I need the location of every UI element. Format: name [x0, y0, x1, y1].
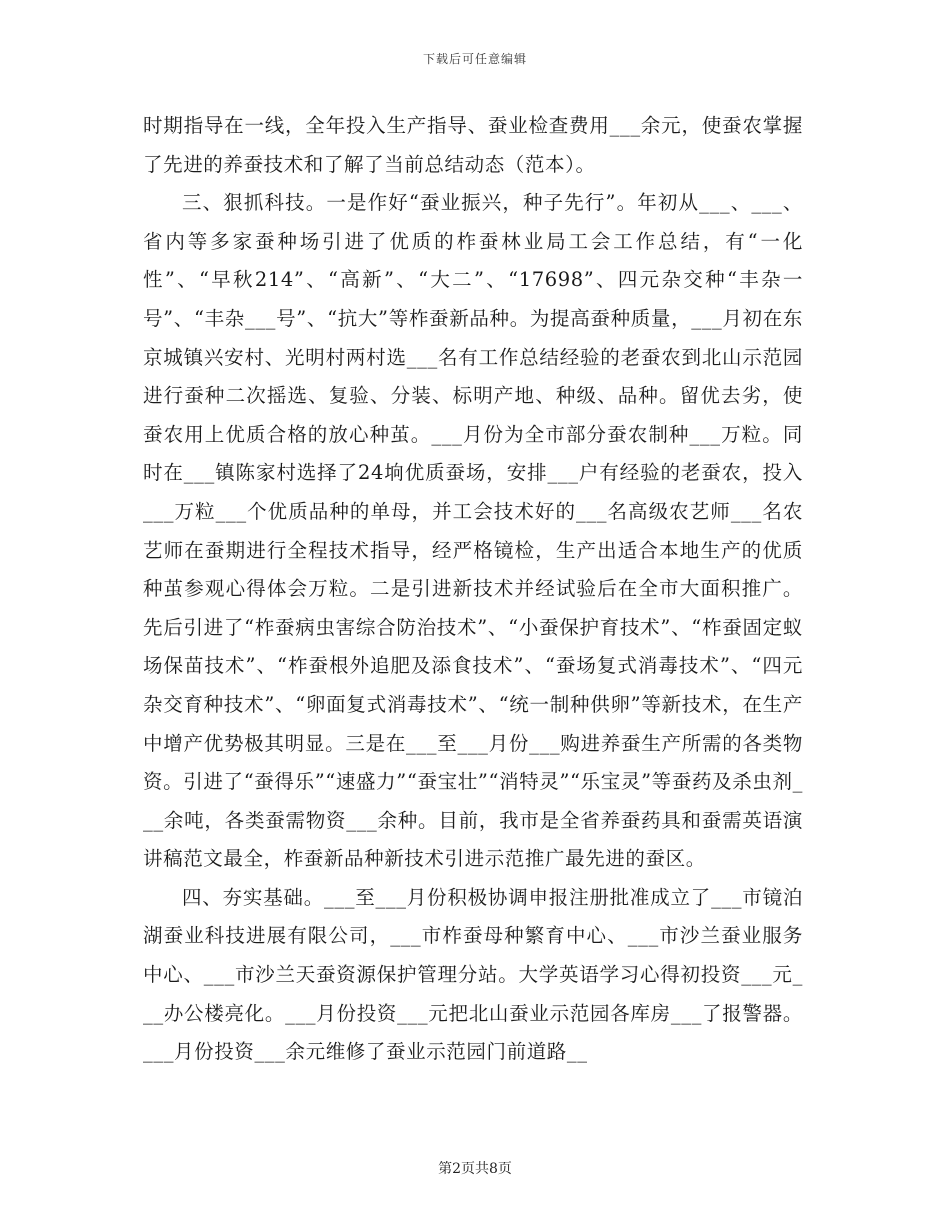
- paragraph-1: 时期指导在一线，全年投入生产指导、蚕业检查费用___余元，使蚕农掌握了先进的养蚕技术和了解了当前总结动态（范本）。: [143, 114, 803, 176]
- document-body: [143, 107, 803, 1072]
- page-header: 下载后可任意编辑: [422, 52, 527, 66]
- page-footer: 第2页共8页: [438, 1161, 512, 1177]
- paragraph-2: 三、狠抓科技。一是作好“蚕业振兴，种子先行”。年初从___、___、省内等多家蚕种场引进了优质的柞蚕林业局工会工作总结，有“一化性”、“早秋214”、“高新”、“大二”、“17698”、四元杂交种“丰杂一号”、“丰杂___号”、“抗大”等柞蚕新品种。为提高蚕种质量，___月初在东京城镇兴安村、光明村两村选___名有工作总结经验的老蚕农到北山示范园进行蚕种二次摇选、复验、分装、标明产地、种级、品种。留优去劣，使蚕农用上优质合格的放心种茧。___月份为全市部分蚕农制种___万粒。同时在___镇陈家村选择了24垧优质蚕场，安排___户有经验的老蚕农，投入___万粒___个优质品种的单母，并工会技术好的___名高级农艺师___名农艺师在蚕期进行全程技术指导，经严格镜检，生产出适合本地生产的优质种茧参观心得体会万粒。二是引进新技术并经试验后在全市大面积推广。先后引进了“柞蚕病虫害综合防治技术”、“小蚕保护育技术”、“柞蚕固定蚁场保苗技术”、“柞蚕根外追肥及添食技术”、“蚕场复式消毒技术”、“四元杂交育种技术”、“卵面复式消毒技术”、“统一制种供卵”等新技术，在生产中增产优势极其明显。三是在___至___月份___购进养蚕生产所需的各类物资。引进了“蚕得乐”“速盛力”“蚕宝壮”“消特灵”“乐宝灵”等蚕药及杀虫剂___余吨，各类蚕需物资___余种。目前，我市是全省养蚕药具和蚕需英语演讲稿范文最全，柞蚕新品种新技术引进示范推广最先进的蚕区。: [143, 191, 803, 871]
- paragraph-3: 四、夯实基础。___至___月份积极协调申报注册批准成立了___市镜泊湖蚕业科技进展有限公司，___市柞蚕母种繁育中心、___市沙兰蚕业服务中心、___市沙兰天蚕资源保护管理分站。大学英语学习心得初投资___元___办公楼亮化。___月份投资___元把北山蚕业示范园各库房___了报警器。___月份投资___余元维修了蚕业示范园门前道路__: [143, 885, 803, 1064]
